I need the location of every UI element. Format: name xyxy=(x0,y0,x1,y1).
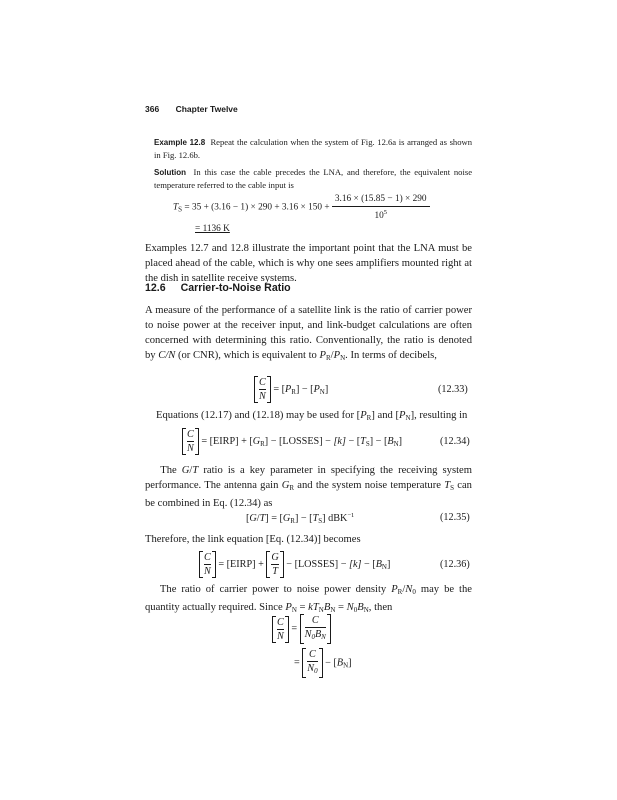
ts-result-value: = 1136 K xyxy=(195,224,230,234)
eq-number-12-34: (12.34) xyxy=(440,436,470,447)
paragraph-lna: Examples 12.7 and 12.8 illustrate the important point that the LNA must be placed ahead of the cable, which is why one sees amplifiers mounted right at the dish in satellite receive systems. xyxy=(145,243,472,284)
cn-bracket-36: $\frac{C}{N}$ xyxy=(199,551,216,578)
ts-denominator: 10 xyxy=(374,211,384,221)
ts-fraction xyxy=(332,194,430,221)
k-term: [k] xyxy=(333,435,346,447)
section-number: 12.6 xyxy=(145,282,166,294)
cn-bracket-34: $\frac{C}{N}$ xyxy=(182,428,199,455)
paragraph-equations-b: , resulting in xyxy=(414,410,468,421)
paragraph-noise-density-a: The ratio of carrier power to noise power density xyxy=(159,584,387,595)
equation-12-34: $\frac{C}{N}$ = [EIRP] + $[G_R]$ − [LOSSES] − $[k] - [T_S] - [B_N]$ xyxy=(182,428,402,455)
eirp-term-36: [EIRP] xyxy=(226,558,256,570)
equation-cn-n0bn: $\frac{C}{N}$ = $\frac{C}{N_0B_N}$ xyxy=(272,614,331,644)
eq-number-12-33: (12.33) xyxy=(438,384,468,395)
paragraph-gt: The G/T ratio is a key parameter in specifying the receiving system performance. The antenna gain $G_R$ and the system noise temperature $T_S$ can be combined in Eq. (12.34) as xyxy=(145,465,472,509)
eq-number-12-36: (12.36) xyxy=(440,559,470,570)
paragraph-noise-density-c: , then xyxy=(368,602,393,613)
paragraph-gt-b: and the system noise temperature xyxy=(297,480,441,491)
cn-symbol: C/N xyxy=(158,350,176,361)
solution-label: Solution xyxy=(154,168,186,177)
c-over-n0-bracket: $\frac{C}{N_0}$ xyxy=(302,648,322,678)
equation-12-35: $[G/T] = [G_R] - [T_S]$ dBK$^{-1}$ xyxy=(246,512,355,525)
k-term-36: [k] xyxy=(349,558,362,570)
c-over-n0bn-bracket: $\frac{C}{N_0B_N}$ xyxy=(300,614,331,644)
dbk-unit: dBK xyxy=(328,513,348,524)
paragraph-cnr-text-2: (or CNR), which is equivalent to xyxy=(177,350,317,361)
paragraph-noise-density: The ratio of carrier power to noise power density $P_R/N_0$ may be the quantity actually required. Since $P_N = kT_NB_N = N_0B_N$, then xyxy=(145,584,472,614)
example-paragraph xyxy=(154,136,472,161)
cn-bracket-final: $\frac{C}{N}$ xyxy=(272,616,289,643)
ts-equation: $T_S = 35 + (3.16 - 1) \times 290 + 3.16 \times 150$ + $\frac{3.16 \times (15.85 - 1) \times 290}{10^5}$ xyxy=(173,194,430,221)
paragraph-equations-and: and xyxy=(377,410,393,421)
section-heading xyxy=(145,282,291,294)
paragraph-cnr-text: A measure of the performance of a satellite link is the ratio of carrier power to noise power at the receiver input, and link-budget calculations are often concerned with determining this ratio. Conventionally, the ratio is denoted by xyxy=(145,305,472,361)
example-label: Example 12.8 xyxy=(154,138,206,147)
eq-number-12-35: (12.35) xyxy=(440,512,470,523)
ts-equation-lhs: 35 + (3.16 − 1) × 290 + 3.16 × 150 + xyxy=(191,202,330,213)
running-header xyxy=(145,104,238,114)
chapter-title: Chapter Twelve xyxy=(175,104,238,114)
cn-bracket-33: $\frac{C}{N}$ xyxy=(254,376,271,403)
paragraph-noise-density-b: may be the quantity actually required. Since xyxy=(145,584,472,613)
paragraph-gt-c: can be combined in Eq. (12.34) as xyxy=(145,480,472,509)
paragraph-equations-a: Equations (12.17) and (12.18) may be used for xyxy=(156,410,354,421)
paragraph-gt-a: ratio is a key parameter in specifying the receiving system performance. The antenna gain xyxy=(145,465,472,491)
section-title: Carrier-to-Noise Ratio xyxy=(180,282,291,294)
ts-numerator: 3.16 × (15.85 − 1) × 290 xyxy=(332,194,430,207)
paragraph-cnr: A measure of the performance of a satellite link is the ratio of carrier power to noise power at the receiver input, and link-budget calculations are often concerned with determining this ratio. Conventionally, the ratio is denoted by C/N (or CNR), which is equivalent to $P_R/P_N$. In terms of decibels, xyxy=(145,305,472,362)
example-text: Repeat the calculation when the system of Fig. 12.6a is arranged as shown in Fig. 12.6b. xyxy=(154,137,473,160)
eirp-term: [EIRP] xyxy=(209,435,239,447)
equation-12-33: $\frac{C}{N}$ = $[P_R] - [P_N]$ xyxy=(254,376,328,403)
solution-text: In this case the cable precedes the LNA, and therefore, the equivalent noise temperature referred to the cable input is xyxy=(154,167,473,190)
equation-cn-n0-minus-bn: = $\frac{C}{N_0}$ − $[B_N]$ xyxy=(294,648,352,678)
paragraph-link-equation: Therefore, the link equation [Eq. (12.34)] becomes xyxy=(145,534,361,545)
ts-result xyxy=(195,224,230,234)
gt-bracket-36: $\frac{G}{T}$ xyxy=(266,551,283,578)
losses-term-36: [LOSSES] xyxy=(294,558,339,570)
ts-denominator-exp: 5 xyxy=(383,209,387,216)
paragraph-equations: Equations (12.17) and (12.18) may be used for $[P_R]$ and $[P_N]$, resulting in xyxy=(156,410,468,422)
equation-12-36: $\frac{C}{N}$ = [EIRP] + $\frac{G}{T}$ − [LOSSES] − $[k] - [B_N]$ xyxy=(199,551,390,578)
losses-term: [LOSSES] xyxy=(279,435,323,447)
paragraph-cnr-end: . In terms of decibels, xyxy=(345,350,437,361)
page-number: 366 xyxy=(145,104,160,114)
solution-paragraph xyxy=(154,166,472,191)
